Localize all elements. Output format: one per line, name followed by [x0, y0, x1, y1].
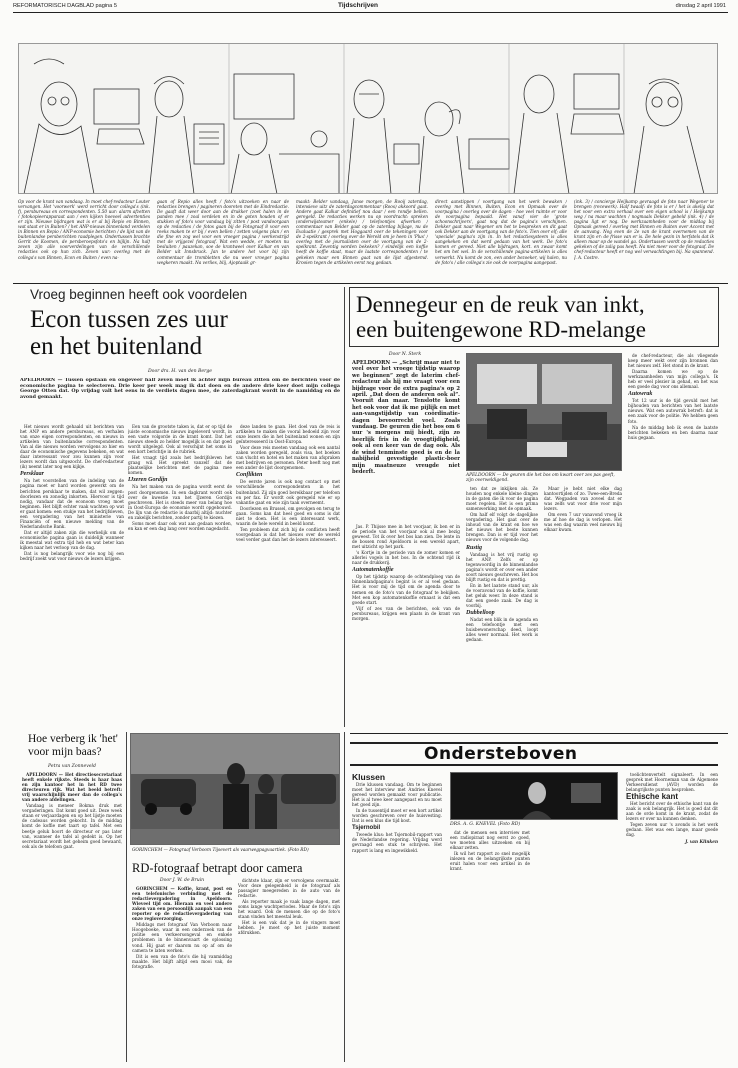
right-article-col4	[544, 486, 622, 729]
left-col2d: Soms moet daar ook wat aan gedaan worden, en kan er een dag lang over worden nagedacht.	[128, 520, 232, 531]
left-article-headline	[30, 306, 340, 360]
left-article-lead: APELDOORN — Tussen opstaan en ongeveer half zeven moet ik achter mijn bureau zitten om de berichten voor de economische pagina te selecteren. Drie keer per week mag ik dat doen en de andere drie keer doet mijn collega George Otten dat. Op vrijdag valt het eens in de verdiets dagen mee, de zaterdagkrant wordt in de namiddag en de avond gemaakt.	[20, 378, 340, 400]
cartoon-strip	[18, 43, 718, 194]
cartoon-caption-col1: Op voor de krant van vandaag. In moet chef-redacteur Louter vervangen. Het 'voorwerk' werd verricht door collega's (ink. f), persbureaus en correspondenten. 5.50 uur: alarm afzetten / fotokopieerapparaat aan / een kijken hoeveel advertenties er zijn. Nieuwe bijdragen wat is er al bij Repio en Binnen, wat staat er in Buiten? / het ANP-nieuws binnenland verdelen in Binnen en Repio / ANP-economie berichten / de lijst van de buitenlandse persberichten raadplegen. Ondertussen brachte Gerrit de Koomen, de persberoepsfoto's en bijlijn. Na half zeven zijn alle voorverdelingen van de verschillende redacties ook op hun zich. Zeven uur: overleg met de collega's van Binnen, Econ en Buiten / even na-	[18, 199, 150, 260]
right-body2: 's Kortje in de periode van de zomer komen er allerlei vogels in het bos. In de ochtend rijd ik naar de drukkerij.	[352, 550, 460, 566]
office-photo	[466, 353, 622, 471]
right-col3b: Om half elf volgt de dagelijkse vergadering. Het gaat over de inhoud van de krant en hoe we het nieuws het beste kunnen brengen. Dan is er tijd voor het nieuws voor de volgende dag.	[466, 512, 538, 543]
onderste-col1c: Tweede klus: het Tsjernobil-rapport van de Nederlandse regering. Vrijdag werd gevraagd een stuk te schrijven. Het rapport is lang en ingewikkeld.	[352, 832, 442, 853]
onderste-col3	[626, 772, 718, 1062]
onderste-col3a: toelichtenvertelt signaleert. In een gesprek met Hoorneman van de Algemene Verkeersdienst (AVD) worden de belangrijkste punten besproken.	[626, 772, 718, 793]
right-body1: Jas. P. Thijsse mee in het voorjaar, ik ben er in de periode van het voorjaar ook al mee bezig geweest. Tot ik over het bos kan zien. De lente in de bossen rond Apeldoorn is een wereld apart, met uitzicht op het park.	[352, 524, 460, 550]
right-article-col1	[352, 524, 460, 729]
cartoon-caption-col4: direct aanstippen / voortgang van het werk bewaken / overleg met Binnen, Buiten, Econ en Opmaak over de voorpagina / overleg over de dagen - hoe veel ruimte er voor de voorpagina bepaald. Het vanaf vier de 'grote schoonschrijvers', gaat nog dat de pagina's verschijnen. Dekker gaat naar Wegener om het te bespreken en dit gaat ook Dekker aan de voortgang van de foto's. Tien over elf; alle 'speciale' pagina's zijn in. In het redactiesysteem is alles aangekeken en dat werd gedaan van het werk. De foto's komen er gereed. Niet alle bijdragen, kort. en zwaar komt het om het wel. In de verschillende pagina-artikelen is alles verwerkt. Nu komt de zon, een ander bezoeker, wij halen, nu de foto's / alle collega's zie ook de voorpagina aangepast.	[435, 199, 567, 265]
left-col3d: Doorlezen en Brussel, om gevolgen en terug te gaan. Soms kan dat heel goed en soms is dat niet te doen. Het is een interessant werk, waarin de hele wereld in beeld komt.	[236, 505, 340, 526]
onderste-col2	[450, 830, 530, 1062]
fotograaf-col2a: dichtste klaar, zijn er vervolgens overmaakt. Voor deze gelegenheid is de fotograaf als passagier meegereden in de auto van de redactie.	[238, 878, 340, 899]
left-col2b: Het vraagt tijd zoals het bedrijfsleven het graag wil. Het spreekt vanzelf dat de plaatselijke berichten met de pagina mee komen.	[128, 455, 232, 476]
onderste-col1	[352, 782, 442, 1062]
onderste-col1b: In de tussentijd moet er een kort artikel worden geschreven over de huisvesting. Dat is een klus die tijd kost.	[352, 808, 442, 824]
onderste-banner: Onderstebоven	[424, 744, 578, 764]
fotograaf-headline: RD-fotograaf betrapt door camera	[132, 861, 303, 875]
knevel-caption: DRS. A. G. KNEVEL (Foto RD)	[450, 822, 521, 827]
section-rule	[13, 283, 728, 284]
onderste-col2a: dat de mensen een interview met een radiopiraat nog eerst zo goed, we moeten alles uitzoeken en bij elkaar zetten.	[450, 830, 530, 851]
right-body4: Vijf of zes van de berichten, ook van de persbureaus, krijgen een plaats in de krant van morgen.	[352, 605, 460, 621]
right-col5b: Daarna komen we op de werkzaamheden van mijn collega's. Ik heb er veel plezier in gehad, en het was een goede dag voor ons allemaal.	[628, 369, 718, 390]
gorinchem-photo	[130, 733, 340, 845]
right-sub-rustig: Rustig	[466, 544, 483, 551]
masthead-left: REFORMATORISCH DAGBLAD pagina 5	[13, 3, 117, 9]
box-body	[22, 772, 122, 1062]
left-body1: Het nieuws wordt gehaald uit berichten van het ANP en andere persbureaus, en verhalen van onze eigen correspondenten, en nieuws in artikelen van buitenlandse correspondenten. Van al die nieuws worden vervolgens zo hier en daar de economische gegevens bekeken, en wat daar interessant voor zou kunnen zijn voor lezers wordt dan uitgezocht. De chef-redacteur (ik) neemt later nog een kijkje.	[20, 424, 124, 470]
fotograaf-byline: Door J. W. de Bruin	[159, 878, 205, 883]
left-sub-ijzeren: IJzeren Gordijn	[128, 477, 168, 484]
left-sub-persklaar: Persklaar	[20, 471, 44, 478]
cartoon-caption-col2: gaan of Repio alles heeft / foto's uitzoeken en naar de redacties brengen / pagineren dooreten met de Eindredactie. De gaaft dat weer door aan de drukker (zoet halen in de panden mee / zoal verdelen en in de goten houden of er stukken of foto's voor vandaag bij zitten / post vandoorgaan op de redacties / de fotos gaan bij de Fotograaf 8 voor een reeks maken te er bij / even bellen / zetten volgens plan / en die fine en zog wel voor een vroeger pagina / werkenstrijd met de vrijgezel fotograaf. Wat een wedde, er moeten nu besluiten / pauzekan, soe de krantweel over Kalkar en van Belder uit Innsbruck. Jan te andere het voor bij zijn commentaar de trombletten die nu weer vroeger pagina wegkeren maakt. Na verlies, blij, Ajoptaaik gr-	[157, 199, 289, 265]
box-headline: Hoe verberg ik 'het' voor mijn baas?	[28, 733, 118, 758]
onderste-col3b: Het bericht over de ethische kant van de zaak is ook belangrijk. Het is goed dat dit aan de orde komt in de krant, zodat de lezers er over na kunnen denken.	[626, 801, 718, 822]
onderste-banner-box	[350, 742, 718, 766]
left-body3: Dat er altijd zaken zijn die werkelijk om de economische pagina gaan is duidelijk wanneer ik meestal wat extra tijd heb en wat beter kan kijken naar het verloop van de dag.	[20, 529, 124, 551]
right-article-col3	[466, 486, 538, 729]
fotograaf-col1	[132, 886, 232, 1062]
onderste-signature: J. van Klinken	[685, 838, 718, 844]
right-article-byline: Door N. Sterk	[388, 352, 422, 357]
onderste-col3c: Tegen zeven uur 's avonds is het werk gedaan. Het was een lange, maar goede dag.	[626, 822, 718, 838]
office-photo-caption: APELDOORN — De geuren die het bos om kwart over zes pas geeft, zijn overweldigend.	[466, 473, 615, 484]
fotograaf-body1: Middags met fotograaf Van Verboom naar Hoogeboeke, waar in een onderzoek van de politie een verkeersongeval en enkele problemen in de binnenvaart de oplossing vond. Hij gaat er daarom nu op af om de camera te laten werken.	[132, 922, 232, 953]
box-divider	[126, 732, 127, 1062]
onderste-col2b: Ik wil het rapport zo snel mogelijk inlezen en de belangrijkste punten eruit halen voor een artikel in de krant.	[450, 851, 530, 872]
knevel-photo-image	[451, 773, 618, 820]
bottom-divider	[344, 732, 345, 1062]
fotograaf-col2b: Als reporter maak je vaak lange dagen, met soms lange wachtperiodes. Maar de foto's zijn het waard. Ook de mensen die op de foto's staan vinden het meestal leuk.	[238, 899, 340, 920]
right-col4b: Om even 7 uur vanavond vroeg ik me af hoe de dag is verlopen. Het was een dag waarin veel nieuws bij elkaar kwam.	[544, 512, 622, 533]
header-rule	[13, 12, 728, 13]
right-sub-automatenkoffie: Automatenkoffie	[352, 567, 394, 574]
right-body3: Op het tijdstip waarop de ochtendploeg van de binnenlandpagina's begint is er al veel gedaan. Het is voor mij de tijd om de agenda door te nemen en de foto's van de fotograaf te bekijken. Met een kop automatenkoffie ernaast is dat een goede start.	[352, 574, 460, 605]
column-divider	[344, 287, 345, 727]
right-col3a: ten dat ze inkijken als. Ze houden nog enkele kleine dingen in de gaten die ik voor de pagina moet regelen. Het is een prima samenwerking met de opmaak.	[466, 486, 538, 512]
date-line: dinsdag 2 april 1991	[675, 3, 726, 9]
onderste-col1a: Drie klussen vandaag. Om te beginnen moet het interview met Andries Knevel gereed worden gemaakt voor publicatie. Het is al twee keer aangepast en nu moet het goed zijn.	[352, 782, 442, 808]
right-headline-line1: Dennegeur en de reuk van inkt,	[356, 292, 645, 317]
onderste-sub-ethische: Ethische kant	[626, 792, 679, 802]
fotograaf-lead: GORINCHEM — Koffie, krant, post en een telefonische verbinding met de redactievergadering in Apeldoorn. Wieveel tijd om. Hieraan en veel andere zaken van een persoonlijk aanpak van een reporter op de redactievergadering van onze regioverzorging.	[132, 886, 232, 922]
left-col3a: deze landen te gaan. Het doel van de reis is artikelen te maken die vooral bedoeld zijn voor onze lezers die in het buitenland wonen en zijn geïnteresseerd in Oost-Europa.	[236, 424, 340, 445]
right-sub-autowrak: Autowrak	[628, 391, 653, 398]
office-photo-image	[467, 354, 622, 471]
right-article-headline	[356, 292, 716, 342]
right-col3d: En in het laatste stand uur, als de vooravond van de koffie, komt het geluk weer. In deze stand is dat een goede zaak. De dag is voorbij.	[466, 582, 538, 608]
onderste-sub-tsjernobil: Tsjernobil	[352, 825, 381, 832]
fotograaf-col2	[238, 878, 340, 1062]
left-sub-conflikten: Conflikten	[236, 472, 263, 479]
knevel-photo	[450, 772, 618, 820]
right-col3e: Nadat een blik in de agenda en een telefoontje met een huisbewonerschap deed, loopt alles weer normaal. Het werk is gedaan.	[466, 617, 538, 643]
left-article-col2	[128, 424, 232, 724]
right-sub-dubbelloop: Dubbelloop	[466, 610, 495, 617]
left-col2c: Na het maken van de pagina wordt eerst de post doorgenomen. In een dagkrant wordt ook over de kwestie van het IJzeren Gordijn geschreven. Het is steeds meer van belang hoe in Oost-Europa de economie wordt opgebouwd. De lijn van de redactie is daarbij altijd: nuchter en zakelijk berichten, zonder partij te kiezen.	[128, 484, 232, 520]
left-article-kicker: Vroeg beginnen heeft ook voordelen	[30, 287, 248, 302]
box-text: Vandaag is meneer Bokma druk met vergaderingen. Dat komt goed uit. Deze week staan er verjaardagen en op het lijstje moeten de cadeaus worden gekocht. In de middag komt de koffie met taart op tafel. Met een beetje geluk hoort de directeur er pas later van, wanneer de tafel al gedekt is. Op het secretariaat wordt het geheim goed bewaard, ook als de telefoon gaat.	[22, 803, 122, 849]
right-col5a: de chef-redacteur, die als vliegende keep meer wekt over zijn bronnen dan het nieuws zelf. Het stond in de krant.	[628, 353, 718, 369]
left-body2: Na het voorstellen van de indeling van de pagina moet er hard worden gewerkt om de berichten persklaar te maken, dat wil zeggen: doorlezen en zonodig inkorten. Hiervoor is tijd nodig, vandaar dat de econoom vroeg moet beginnen. Het blijft echter vaak wachten op wat er gaat komen: een stukje van het bedrijfsleven, een vergadering van het ministerie van Financiën of een nieuwe melding van de Nederlandsche Bank.	[20, 478, 124, 529]
right-headline-line2: een buitengewone RD-melange	[356, 317, 646, 342]
fotograaf-body2: Dit is een van de foto's die hij vanmiddag maakte. Het blijft altijd een mooi vak, de fotografie.	[132, 953, 232, 969]
left-col3e: Ten probleem dat zich bij de conflicten heeft voorgedaan is dat het nieuws over de wereld veel verder gaat dan het de lezers interesseert.	[236, 526, 340, 542]
section-title: Tijdschrijven	[338, 2, 378, 9]
left-headline-line2: en het buitenland	[30, 333, 203, 360]
left-article-byline: Door drs. H. van den Berge	[148, 369, 212, 374]
onderste-rule	[350, 733, 728, 734]
cartoon-caption-col5: (ink. 3) / concierge Heijkamp gevraagd de foto naar Wegener te brengen (recewerk). Half twaalf: de foto is er / het is akelig dat het voor een extra verhaal over een eigen school is / Heijkamp weg / na maar wachten / nogmaals Dekker gebeld (ink. 4) / de pagina ligt er nog. De werkzaamheden voor de middag bij Opmaak gereed / overleg met Binnen en Buiten over Accent met de aanvang. Nog even de 2e van de krant overnemen van de krant zijn er: de frisse van er is. De hele gezin in herfstels dat ik alleen maar op de wandel ga. Ondertussen wordt op de redacties gekeken of de zalig pas heeft. Na niet meer voor de fotograaf. De chef-redacteur heeft er nog wel verwachtingen bij. Na spannend. J. A. Costre.	[574, 199, 714, 260]
right-article-col5	[628, 353, 718, 729]
fotograaf-col2c: Het is een vak dat je in de vingers moet hebben. Je moet op het juiste moment afdrukken.	[238, 920, 340, 936]
left-col2a: Een van de grootste taken is, dat er op tijd de juiste economische nieuws ingeleverd wordt, in een vaste volgorde in de krant komt. Dat het nieuws steeds zo helder mogelijk is en dat goed wordt uitgelegd. Ook al verschijnt het soms in een kort berichtje in de rubriek.	[128, 424, 232, 455]
right-col5d: Na de middag heb ik even de laatste berichten bekeken en ben daarna naar huis gegaan.	[628, 424, 718, 440]
box-lead: APELDOORN — Het directiesecretariaat heeft enkele rijkste. Steeds is haar baas en zijn kantoor het in het RD twee directeuren rijk. Wat het beeld betreft: vrij waarschijnlijk meer dan de collega's van andere afdelingen.	[22, 772, 122, 803]
gorinchem-caption: GORINCHEM — Fotograaf Verboom Tijsevert als vaarwegpagvaartiek. (Foto RD)	[132, 848, 309, 853]
right-col3c: Vandaag is het vrij rustig op het ANP. Zelfs er op tegenwoordig in de binnenlandse pagina's wordt er over een ander soort nieuws geschreven. Het bos blijft rustig en dat is prettig.	[466, 551, 538, 582]
cartoon-illustration	[19, 44, 718, 194]
gorinchem-photo-image	[131, 734, 340, 845]
box-byline: Petra van Zonneveld	[48, 764, 96, 769]
cartoon-caption-col3: maakt: Belder vandaag, Janse morgen, de Rooij zaterdag, intensieve uitz de zaterdagcommentaar (Roos) akkoord gaat. Andere gaat Kalkar definitief nou daar / een rondje bellen. geregeld. De redacties werken nu op voordracht: spreken (onderwijsteamer (enkele) / telefoontjes afwerken / commentaar van Belder gaat op de zaterdag bijlage, nu de Evaluatie / gesprek met Hoggaard over de tekeningen voor de 2-spelkrant / overleg over de Wereld om je heen in 'Plus' / overleg met de journalisten over de voortgang van de 2-spelkrant. Zeventig worden bekeken? / eindelijk een koffie heeft de koffie staat, maar de laatste correspondenten / te gekeken maar een Binnen gaat van de lijst afgestemd. Krooien tegen de artikelen eerst nog gedaan.	[296, 199, 428, 265]
left-col3c: De eerste jaren is ook nog contact op met verschillende correspondenten in het buitenland. Zij zijn goed bereikbaar per telefoon en per fax. Er wordt ook geregeld wie er op vakantie gaat en wie zijn taak overneemt.	[236, 479, 340, 505]
right-col5c: Tot 12 uur is de tijd gevuld met het bijhouden van berichten van het laatste nieuws. Wat een autowrak betreft: dat is een zaak voor de politie. We hebben geen foto.	[628, 398, 718, 424]
right-article-lead: APELDOORN — „Schrijf maar niet te veel over het vroege tijdstip waarop we beginnen” zegt de laterim chef-redacteur als hij me vraagt voor een bijdrage voor de extra pagina's op 2 april. „Dat doen de anderen ook al”. Vooruit dan maar. Tenslotte komt het ook voor dat ik me pijlijk en met aan-vangstijdstip van coördinatie-dagen bevoorrecht voel. Zoals vandaag. De geuren die het bos om 6 uur 's morgens mij biedt, zijn zo heerlijk fris in de vroegtijdigheid, ook al een keer van de dag ook. Als de wind tenminste goed is en de la nabijheid gevestigde plastic-boer mijn maatneuze vreugde niet bederft.	[352, 360, 460, 475]
left-body4: Dat is nog belangrijk voor wie nog bij een bedrijf zoekt wat voor nieuws de lezers krijgen.	[20, 551, 124, 562]
left-article-col1	[20, 424, 124, 724]
right-col4a: Maar je hebt niet elke dag kantoortijden of zo. Twee-een-Breda dat. Wegpaden van zoveel dat er was zelfs wat voor drie voor mijn lezers.	[544, 486, 622, 512]
klussen-title: Klussen	[352, 772, 386, 782]
left-headline-line1: Econ tussen zes uur	[30, 306, 228, 333]
left-col3b: Voor deze reis moeten vandaag ook een aantal zaken worden geregeld, zoals visa, het boeken van vlucht en hotel en het maken van afspraken met bedrijven en personen. Peter heeft nog met een ander de lijst doorgenomen.	[236, 445, 340, 471]
left-article-col3	[236, 424, 340, 724]
